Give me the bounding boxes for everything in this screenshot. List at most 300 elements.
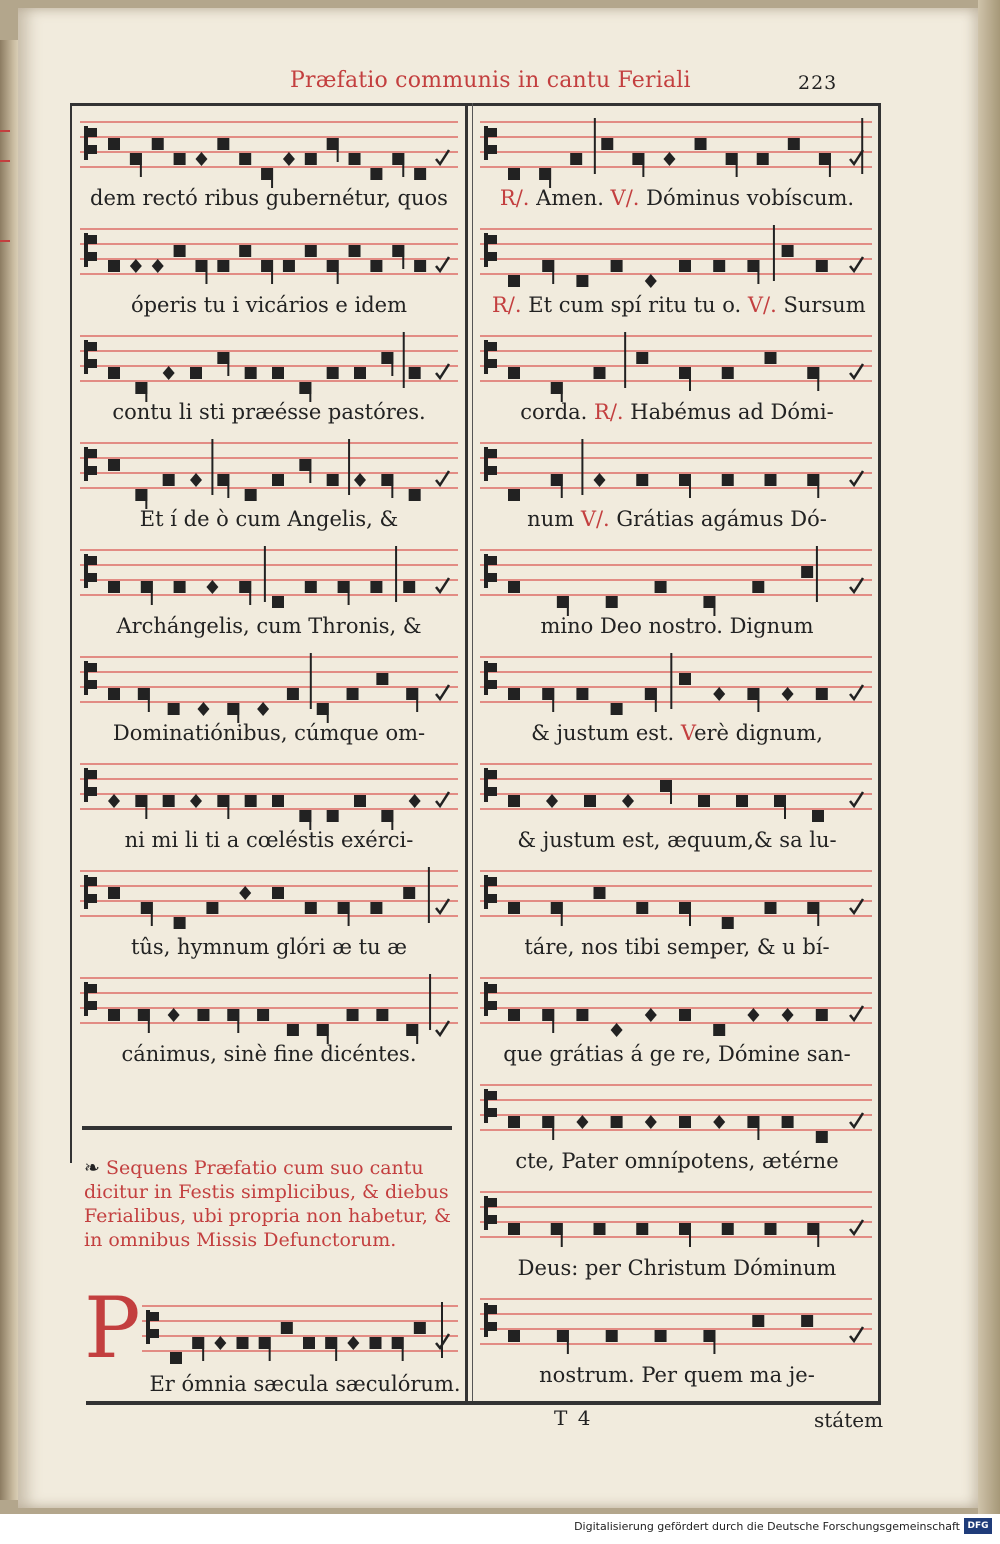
punctum-note xyxy=(576,1009,588,1021)
punctum-note xyxy=(508,688,520,700)
punctum-note xyxy=(807,474,819,498)
punctum-note xyxy=(788,138,800,150)
rhombus-note xyxy=(214,1336,226,1350)
punctum-note xyxy=(508,489,520,501)
margin-mark xyxy=(0,130,10,132)
chant-lyric xyxy=(492,186,862,210)
punctum-note xyxy=(703,596,715,616)
punctum-note xyxy=(679,1116,691,1128)
rhombus-note xyxy=(239,886,251,900)
rhombus-note xyxy=(190,473,202,487)
punctum-note xyxy=(594,367,606,379)
punctum-note xyxy=(557,1330,569,1354)
punctum-note xyxy=(261,260,273,284)
response-sign: V/. xyxy=(610,186,647,210)
chant-lyric xyxy=(492,828,862,852)
c-clef-icon xyxy=(84,233,97,267)
chant-lyric xyxy=(492,400,862,424)
c-clef-icon xyxy=(84,340,97,374)
frame-rule-left xyxy=(70,103,72,1163)
rhombus-note xyxy=(206,580,218,594)
punctum-note xyxy=(801,1315,813,1327)
punctum-note xyxy=(726,153,738,177)
punctum-note xyxy=(551,902,563,926)
punctum-note xyxy=(163,474,175,486)
punctum-note xyxy=(108,1009,120,1021)
punctum-note xyxy=(305,902,317,914)
punctum-note xyxy=(765,902,777,914)
drop-capital: P xyxy=(84,1279,141,1377)
rhombus-note xyxy=(152,259,164,273)
punctum-note xyxy=(245,795,257,807)
rhombus-note xyxy=(645,1115,657,1129)
lyric-text: Grátias agámus Dó- xyxy=(616,507,827,531)
punctum-note xyxy=(239,581,251,605)
c-clef-icon xyxy=(84,447,97,481)
punctum-note xyxy=(551,1223,563,1247)
punctum-note xyxy=(217,138,229,150)
punctum-note xyxy=(152,138,164,150)
punctum-note xyxy=(655,1330,667,1342)
rhombus-note xyxy=(645,1008,657,1022)
lyric-text: & justum est. xyxy=(531,721,681,745)
punctum-note xyxy=(281,1322,293,1334)
punctum-note xyxy=(679,673,691,685)
c-clef-icon xyxy=(84,875,97,909)
dfg-logo: DFG xyxy=(964,1518,992,1534)
lyric-text: Et cum spí ritu tu o. xyxy=(528,293,748,317)
punctum-note xyxy=(508,581,520,593)
punctum-note xyxy=(636,1223,648,1235)
punctum-note xyxy=(108,138,120,150)
punctum-note xyxy=(370,581,382,593)
chant-lyric: tûs, hymnum glóri æ tu æ xyxy=(130,935,408,959)
punctum-note xyxy=(257,1009,269,1021)
punctum-note xyxy=(594,887,606,899)
rhombus-note xyxy=(611,1023,623,1037)
lyric-text: Deus: per Christum Dóminum xyxy=(517,1256,837,1280)
chant-staff xyxy=(478,540,874,616)
punctum-note xyxy=(807,367,819,391)
c-clef-icon xyxy=(84,661,97,695)
punctum-note xyxy=(327,367,339,379)
c-clef-icon xyxy=(84,126,97,160)
punctum-note xyxy=(217,474,229,498)
punctum-note xyxy=(679,902,691,926)
rhombus-note xyxy=(108,794,120,808)
punctum-note xyxy=(381,352,393,376)
punctum-note xyxy=(570,153,582,165)
punctum-note xyxy=(217,260,229,272)
punctum-note xyxy=(168,703,180,715)
punctum-note xyxy=(406,688,418,712)
punctum-note xyxy=(679,367,691,391)
punctum-note xyxy=(108,367,120,379)
chant-staff xyxy=(478,1289,874,1365)
c-clef-icon xyxy=(484,982,497,1016)
chant-lyric: Et í de ò cum Angelis, & xyxy=(139,507,399,531)
column-divider-inner xyxy=(472,103,473,1403)
punctum-note xyxy=(347,688,359,700)
frame-rule-bottom xyxy=(86,1401,881,1405)
rhombus-note xyxy=(747,1008,759,1022)
c-clef-icon xyxy=(484,340,497,374)
lyric-text: mino Deo nostro. Dignum xyxy=(540,614,814,638)
punctum-note xyxy=(551,382,563,402)
punctum-note xyxy=(272,795,284,807)
punctum-note xyxy=(722,1223,734,1235)
c-clef-icon xyxy=(484,768,497,802)
punctum-note xyxy=(594,1223,606,1235)
punctum-note xyxy=(606,1330,618,1342)
c-clef-icon xyxy=(484,554,497,588)
punctum-note xyxy=(239,153,251,165)
chant-staff xyxy=(140,1296,460,1372)
chant-staff xyxy=(78,968,460,1044)
c-clef-icon xyxy=(484,661,497,695)
chant-lyric xyxy=(492,1363,862,1387)
punctum-note xyxy=(508,367,520,379)
chant-lyric xyxy=(492,507,862,531)
punctum-note xyxy=(138,1009,150,1033)
punctum-note xyxy=(370,168,382,180)
punctum-note xyxy=(660,780,672,804)
punctum-note xyxy=(130,153,142,177)
chant-lyric xyxy=(492,293,866,317)
c-clef-icon xyxy=(484,126,497,160)
punctum-note xyxy=(325,1337,337,1361)
punctum-note xyxy=(819,153,831,177)
punctum-note xyxy=(698,795,710,807)
chant-lyric: Dominatiónibus, cúmque om- xyxy=(112,721,426,745)
punctum-note xyxy=(542,260,554,284)
punctum-note xyxy=(636,352,648,364)
lyric-text: táre, nos tibi semper, & u bí- xyxy=(524,935,830,959)
rhombus-note xyxy=(594,473,606,487)
punctum-note xyxy=(261,168,273,188)
punctum-note xyxy=(611,703,623,715)
chant-staff xyxy=(478,433,874,509)
punctum-note xyxy=(655,581,667,593)
rhombus-note xyxy=(168,1008,180,1022)
punctum-note xyxy=(108,260,120,272)
column-divider xyxy=(465,103,468,1403)
chant-staff xyxy=(478,754,874,830)
punctum-note xyxy=(174,245,186,257)
punctum-note xyxy=(370,902,382,914)
punctum-note xyxy=(195,260,207,284)
punctum-note xyxy=(632,153,644,177)
punctum-note xyxy=(722,474,734,486)
punctum-note xyxy=(508,168,520,180)
punctum-note xyxy=(812,810,824,822)
c-clef-icon xyxy=(484,233,497,267)
rhombus-note xyxy=(622,794,634,808)
punctum-note xyxy=(135,795,147,819)
punctum-note xyxy=(354,795,366,807)
chant-staff xyxy=(78,112,460,188)
chant-staff xyxy=(478,647,874,723)
punctum-note xyxy=(765,474,777,486)
punctum-note xyxy=(747,1116,759,1140)
punctum-note xyxy=(406,1024,418,1044)
c-clef-icon xyxy=(146,1310,159,1344)
chant-staff xyxy=(478,1075,874,1151)
c-clef-icon xyxy=(484,1089,497,1123)
punctum-note xyxy=(272,887,284,899)
punctum-note xyxy=(163,795,175,807)
punctum-note xyxy=(245,367,257,379)
punctum-note xyxy=(287,1024,299,1036)
rhombus-note xyxy=(347,1336,359,1350)
punctum-note xyxy=(611,1116,623,1128)
chant-staff xyxy=(478,861,874,937)
punctum-note xyxy=(245,489,257,501)
punctum-note xyxy=(392,1337,404,1361)
punctum-note xyxy=(108,459,120,471)
chant-staff xyxy=(78,433,460,509)
lyric-text: corda. xyxy=(520,400,595,424)
punctum-note xyxy=(807,902,819,926)
response-sign: V/. xyxy=(747,293,784,317)
punctum-note xyxy=(816,260,828,272)
punctum-note xyxy=(327,810,339,822)
punctum-note xyxy=(508,1009,520,1021)
punctum-note xyxy=(403,581,415,593)
punctum-note xyxy=(192,1337,204,1361)
funding-credit: Digitalisierung gefördert durch die Deutsche Forschungsgemeinschaft xyxy=(574,1520,960,1533)
punctum-note xyxy=(217,795,229,819)
lyric-text: erè dignum, xyxy=(694,721,823,745)
punctum-note xyxy=(299,459,311,483)
punctum-note xyxy=(765,352,777,364)
lyric-text: cte, Pater omnípotens, ætérne xyxy=(515,1149,839,1173)
punctum-note xyxy=(636,902,648,914)
punctum-note xyxy=(414,1322,426,1334)
punctum-note xyxy=(508,1116,520,1128)
chant-staff xyxy=(478,326,874,402)
c-clef-icon xyxy=(484,1196,497,1230)
c-clef-icon xyxy=(484,1303,497,1337)
punctum-note xyxy=(190,367,202,379)
chant-staff xyxy=(478,968,874,1044)
punctum-note xyxy=(141,902,153,926)
rubric-body: Sequens Præfatio cum suo cantu dicitur in Festis simplicibus, & diebus Ferialibus, ubi propria non habetur, & in omnibus Missis Defunctorum. xyxy=(84,1157,451,1251)
response-sign: V/. xyxy=(580,507,617,531)
punctum-note xyxy=(774,795,786,819)
chant-lyric: óperis tu i vicários e idem xyxy=(130,293,408,317)
punctum-note xyxy=(508,1330,520,1342)
punctum-note xyxy=(272,474,284,486)
punctum-note xyxy=(349,245,361,257)
margin-mark xyxy=(0,160,10,162)
punctum-note xyxy=(414,260,426,272)
punctum-note xyxy=(259,1337,271,1361)
punctum-note xyxy=(747,260,759,284)
punctum-note xyxy=(752,1315,764,1327)
punctum-note xyxy=(782,245,794,257)
punctum-note xyxy=(508,795,520,807)
margin-mark xyxy=(0,240,10,242)
lyric-text: Dóminus vobíscum. xyxy=(646,186,855,210)
punctum-note xyxy=(376,1009,388,1021)
punctum-note xyxy=(135,382,147,402)
lyric-text: nostrum. Per quem ma je- xyxy=(539,1363,815,1387)
c-clef-icon xyxy=(84,554,97,588)
chant-lyric: dem rectó ribus gubernétur, quos xyxy=(90,186,448,210)
chant-lyric: contu li sti præésse pastóres. xyxy=(112,400,426,424)
punctum-note xyxy=(174,581,186,593)
punctum-note xyxy=(317,1024,329,1044)
punctum-note xyxy=(347,1009,359,1021)
chant-staff xyxy=(478,1182,874,1258)
punctum-note xyxy=(403,887,415,899)
punctum-note xyxy=(108,688,120,700)
frame-rule-top xyxy=(70,103,880,106)
catchword: státem xyxy=(814,1408,884,1432)
punctum-note xyxy=(782,1116,794,1128)
punctum-note xyxy=(141,581,153,605)
signature-mark: T 4 xyxy=(554,1406,593,1430)
punctum-note xyxy=(327,260,339,284)
punctum-note xyxy=(305,153,317,165)
punctum-note xyxy=(539,168,551,188)
punctum-note xyxy=(237,1337,249,1349)
punctum-note xyxy=(409,367,421,379)
punctum-note xyxy=(283,260,295,272)
punctum-note xyxy=(695,138,707,150)
punctum-note xyxy=(370,1337,382,1349)
punctum-note xyxy=(601,138,613,150)
rhombus-note xyxy=(354,473,366,487)
punctum-note xyxy=(542,1116,554,1140)
punctum-note xyxy=(227,703,239,723)
chant-lyric xyxy=(492,935,862,959)
c-clef-icon xyxy=(484,875,497,909)
punctum-note xyxy=(305,245,317,257)
punctum-note xyxy=(392,245,404,269)
page-edge xyxy=(978,0,1000,1544)
chant-lyric: ni mi li ti a cœléstis exérci- xyxy=(124,828,414,852)
punctum-note xyxy=(551,474,563,498)
rhombus-note xyxy=(163,366,175,380)
punctum-note xyxy=(239,245,251,257)
punctum-note xyxy=(557,596,569,616)
punctum-note xyxy=(381,810,393,830)
punctum-note xyxy=(722,367,734,379)
punctum-note xyxy=(174,917,186,929)
punctum-note xyxy=(299,810,311,830)
punctum-note xyxy=(338,581,350,605)
punctum-note xyxy=(508,902,520,914)
chant-staff xyxy=(78,540,460,616)
punctum-note xyxy=(679,260,691,272)
lyric-text: Amen. xyxy=(536,186,611,210)
punctum-note xyxy=(108,581,120,593)
punctum-note xyxy=(508,1223,520,1235)
punctum-note xyxy=(409,489,421,501)
punctum-note xyxy=(722,917,734,929)
chant-lyric: Archángelis, cum Thronis, & xyxy=(116,614,422,638)
rhombus-note xyxy=(195,152,207,166)
section-rule xyxy=(82,1126,452,1130)
punctum-note xyxy=(816,1009,828,1021)
punctum-note xyxy=(576,275,588,287)
rhombus-note xyxy=(576,1115,588,1129)
punctum-note xyxy=(376,673,388,685)
punctum-note xyxy=(611,260,623,272)
punctum-note xyxy=(381,474,393,498)
rhombus-note xyxy=(257,702,269,716)
rhombus-note xyxy=(663,152,675,166)
punctum-note xyxy=(752,581,764,593)
punctum-note xyxy=(327,474,339,486)
punctum-note xyxy=(299,382,311,402)
chant-staff xyxy=(78,326,460,402)
rhombus-note xyxy=(283,152,295,166)
punctum-note xyxy=(317,703,329,723)
punctum-note xyxy=(287,688,299,700)
rhombus-note xyxy=(409,794,421,808)
punctum-note xyxy=(138,688,150,712)
punctum-note xyxy=(305,581,317,593)
chant-staff xyxy=(78,219,460,295)
punctum-note xyxy=(197,1009,209,1021)
lyric-text: que grátias á ge re, Dómine san- xyxy=(503,1042,851,1066)
punctum-note xyxy=(584,795,596,807)
punctum-note xyxy=(757,153,769,165)
rhombus-note xyxy=(713,1115,725,1129)
rhombus-note xyxy=(713,687,725,701)
punctum-note xyxy=(354,367,366,379)
rubric-text xyxy=(84,1156,462,1252)
chant-lyric xyxy=(492,1149,862,1173)
punctum-note xyxy=(327,138,339,162)
page-number: 223 xyxy=(798,72,838,94)
rhombus-note xyxy=(546,794,558,808)
punctum-note xyxy=(801,566,813,578)
c-clef-icon xyxy=(84,982,97,1016)
punctum-note xyxy=(576,688,588,700)
punctum-note xyxy=(272,367,284,379)
punctum-note xyxy=(606,596,618,608)
punctum-note xyxy=(414,168,426,180)
punctum-note xyxy=(542,688,554,712)
punctum-note xyxy=(679,474,691,498)
punctum-note xyxy=(303,1337,315,1349)
chant-staff xyxy=(78,861,460,937)
chant-staff xyxy=(78,754,460,830)
rhombus-note xyxy=(190,794,202,808)
punctum-note xyxy=(713,1024,725,1036)
punctum-note xyxy=(816,688,828,700)
punctum-note xyxy=(816,1131,828,1143)
response-sign: R/. xyxy=(499,186,537,210)
punctum-note xyxy=(645,688,657,712)
chant-lyric xyxy=(492,1042,862,1066)
chant-staff xyxy=(478,112,874,188)
punctum-note xyxy=(174,153,186,165)
punctum-note xyxy=(227,1009,239,1033)
chant-lyric: Er ómnia sæcula sæculórum. xyxy=(149,1372,461,1396)
c-clef-icon xyxy=(484,447,497,481)
lyric-text: num xyxy=(527,507,581,531)
punctum-note xyxy=(736,795,748,807)
c-clef-icon xyxy=(84,768,97,802)
lyric-text: & justum est, æquum,& sa lu- xyxy=(517,828,837,852)
punctum-note xyxy=(206,902,218,914)
rhombus-note xyxy=(197,702,209,716)
